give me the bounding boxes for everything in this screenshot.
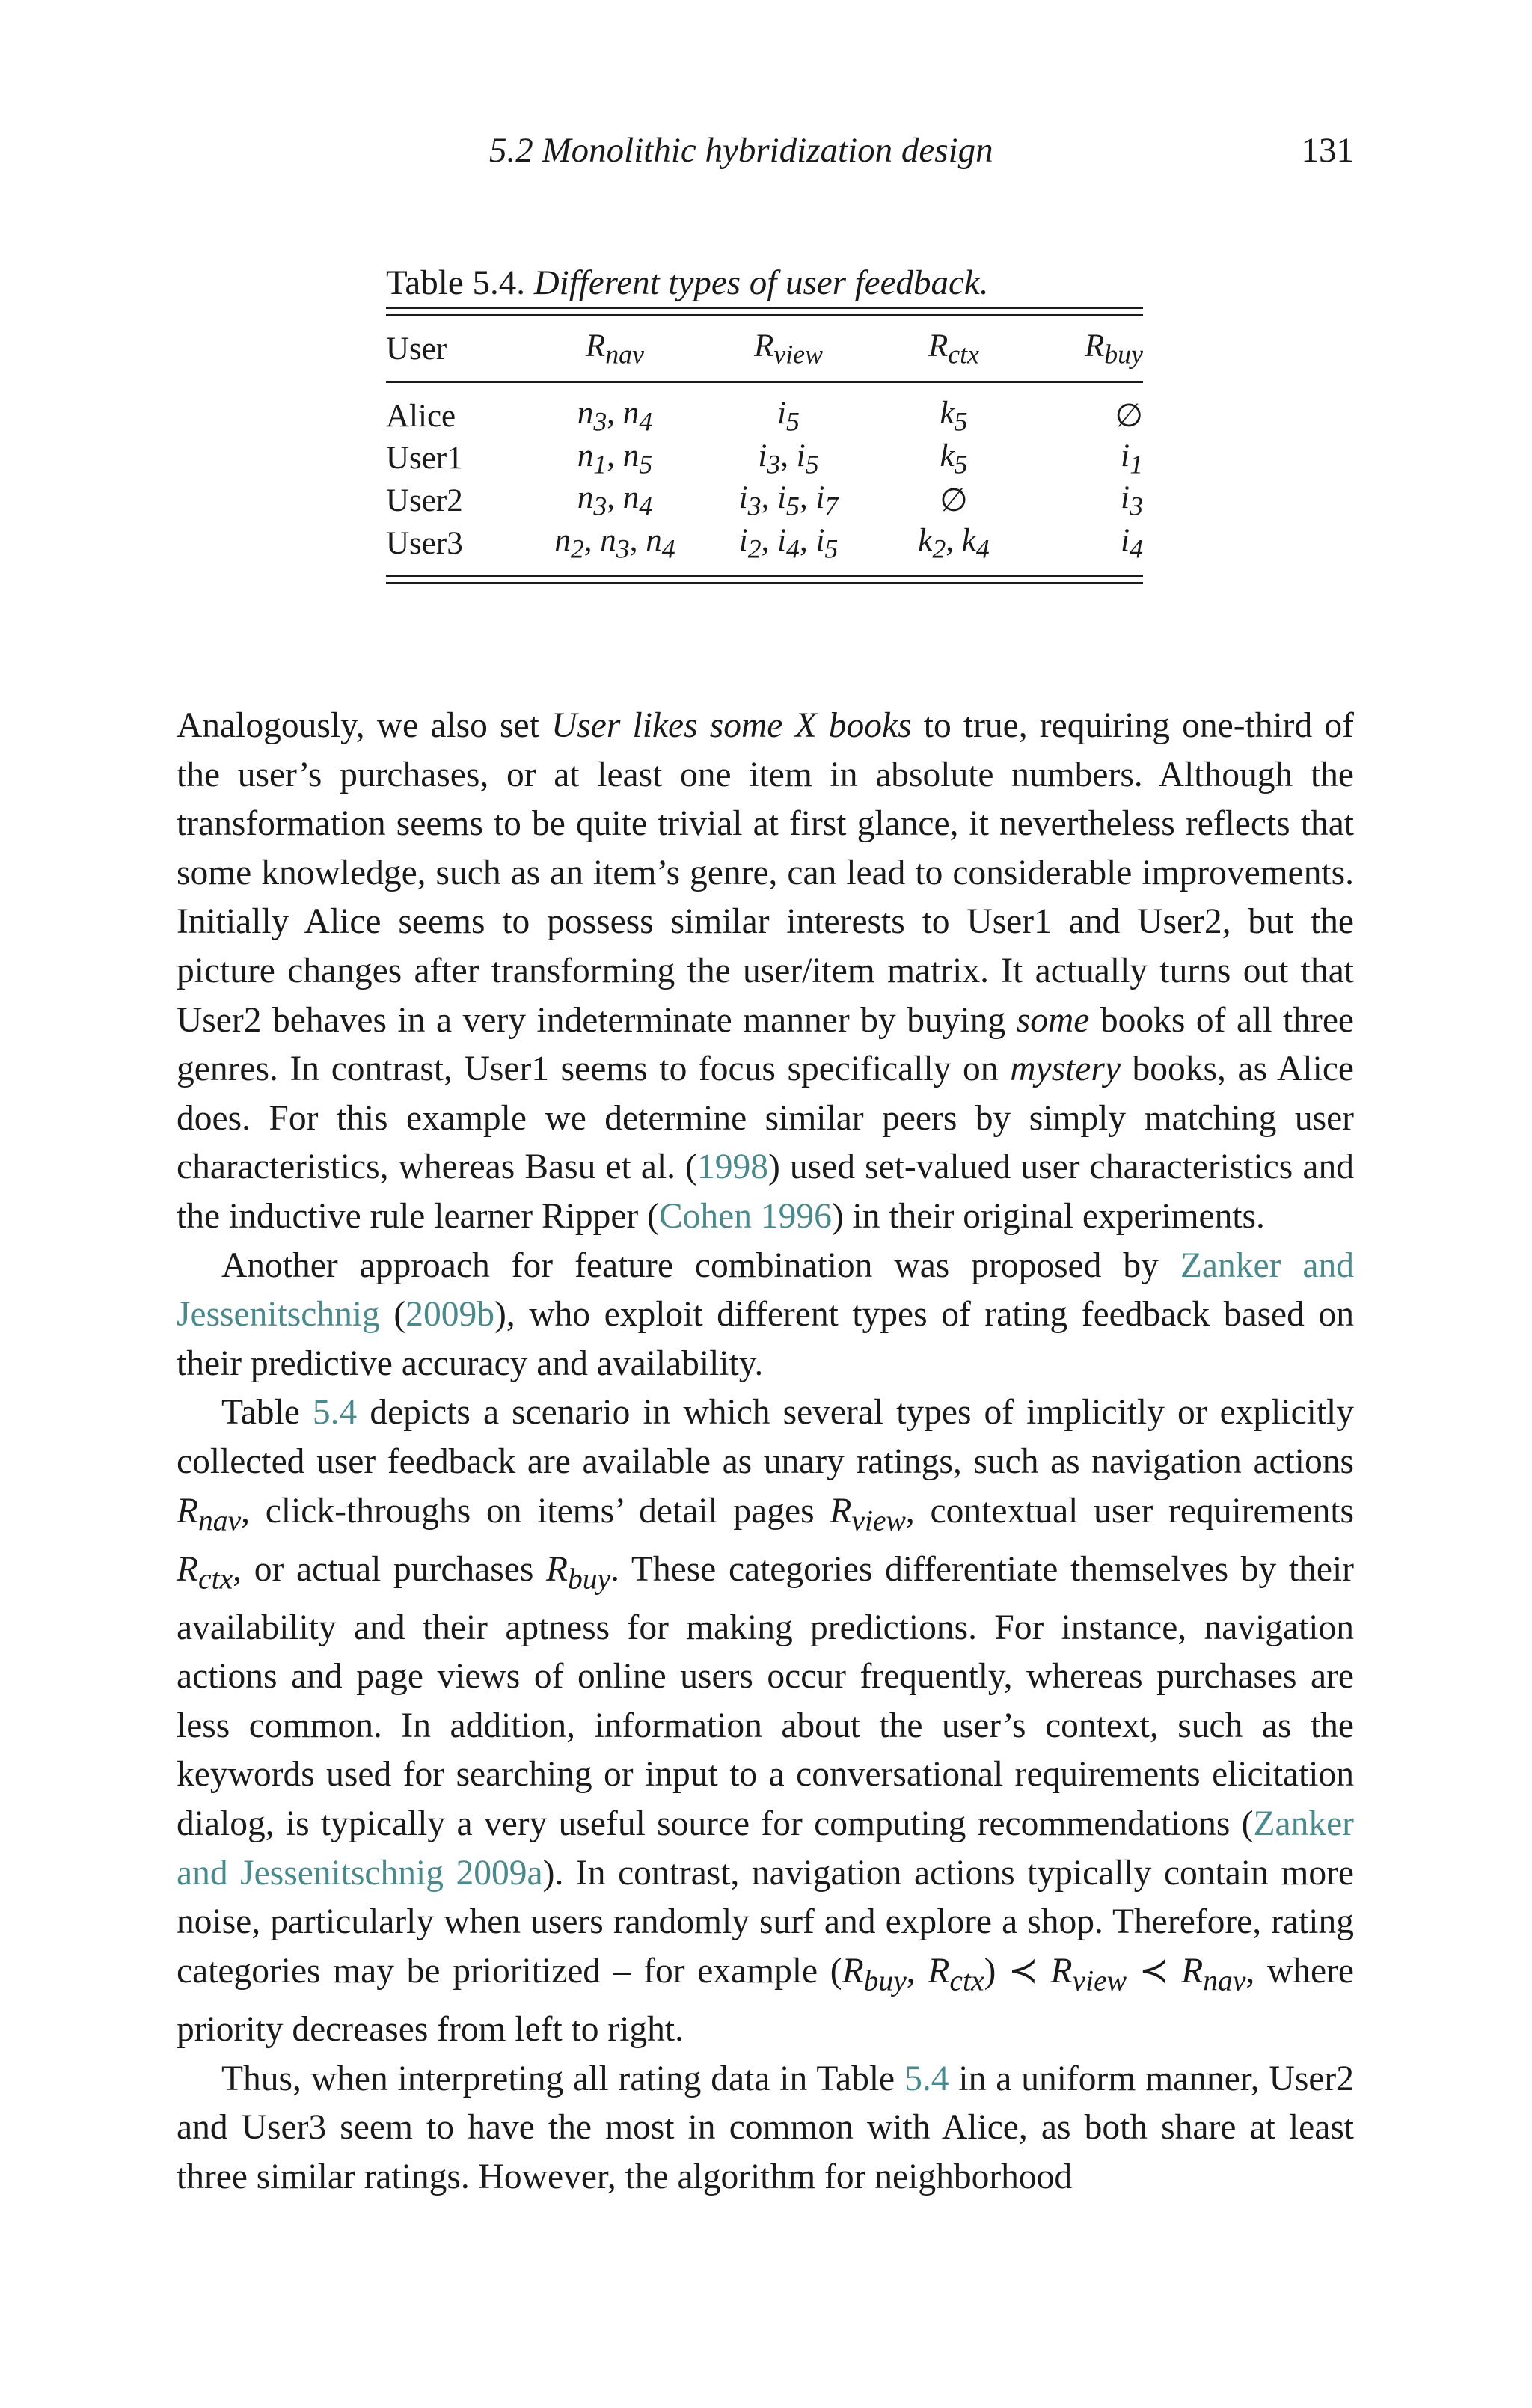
header-r-ctx: $R_{ctx}$ [928, 328, 980, 370]
citation-link[interactable]: 2009b [405, 1295, 494, 1335]
table-5-4 [386, 259, 1143, 584]
running-head-title: 5.2 Monolithic hybridization design [489, 131, 993, 170]
cell-r-nav: $n_3$, $n_4$ [577, 480, 653, 521]
header-r-view: $R_{view}$ [754, 328, 823, 370]
cell-r-nav: $n_1$, $n_5$ [577, 438, 653, 480]
table-body [386, 383, 1143, 575]
cell-r-view: $i_5$ [777, 396, 800, 437]
paragraph-2: Another approach for feature combination was proposed by Zanker and Jessenitschnig (2009b), who exploit different types of rating feedback based on their predictive accuracy and availability. [177, 1246, 1354, 1383]
cell-r-ctx: $k_5$ [940, 396, 968, 437]
cell-r-buy: $i_4$ [1121, 522, 1143, 564]
cell-user: User1 [386, 441, 463, 477]
header-user: User [386, 331, 447, 367]
table-reference-link[interactable]: 5.4 [312, 1393, 358, 1433]
table-reference-link[interactable]: 5.4 [904, 2059, 949, 2098]
cell-r-buy: $i_3$ [1121, 480, 1143, 521]
math-r-ctx: $R_{ctx}$ [928, 1951, 984, 1997]
paragraph-4: Thus, when interpreting all rating data in Table 5.4 in a uniform manner, User2 and User3 seem to have the most in common with Alice, as both share at least three similar ratings. However, the algorithm for neighborhood [177, 2059, 1355, 2196]
cell-user: Alice [386, 398, 456, 434]
emphasis: User likes some X books [551, 706, 912, 745]
math-r-buy: $R_{buy}$ [842, 1951, 907, 1997]
cell-r-ctx: $k_5$ [940, 438, 968, 480]
cell-r-view: $i_3$, $i_5$ [758, 438, 819, 480]
table-caption [386, 259, 1143, 307]
math-r-buy: $R_{buy}$ [545, 1549, 611, 1596]
body-text [177, 702, 1354, 2202]
table-bottom-rule [386, 575, 1143, 584]
paragraph-3: Table 5.4 depicts a scenario in which several types of implicitly or explicitly collected user feedback are available as unary ratings, such as navigation actions $R_{nav}$, click-throughs on items’ detail pages $R_{view}$, contextual user requirements $R_{ctx}$, or actual purchases $R_{buy}$. These categories differentiate themselves by their availability and their aptness for making predictions. For instance, navigation actions and page views of online users occur frequently, whereas purchases are less common. In addition, information about the user’s context, such as the keywords used for searching or input to a conversational requirements elicitation dialog, is typically a very useful source for computing recommendations (Zanker and Jessenitschnig 2009a). In contrast, navigation actions typically contain more noise, particularly when users randomly surf and explore a shop. Therefore, rating categories may be prioritized – for example ($R_{buy}$, $R_{ctx}$) ≺ $R_{view}$ ≺ $R_{nav}$, where priority decreases from left to right. [177, 1393, 1355, 2049]
feedback-table [386, 316, 1143, 575]
header-r-nav: $R_{nav}$ [585, 328, 644, 370]
math-r-nav: $R_{nav}$ [1181, 1951, 1246, 1997]
cell-user: User3 [386, 525, 463, 561]
table-label: Table 5.4. [386, 263, 525, 302]
math-r-view: $R_{view}$ [1050, 1951, 1127, 1997]
emphasis: mystery [1010, 1050, 1121, 1089]
cell-r-nav: $n_3$, $n_4$ [577, 396, 653, 437]
math-r-view: $R_{view}$ [830, 1491, 906, 1537]
header-r-buy: $R_{buy}$ [1084, 328, 1143, 370]
math-r-ctx: $R_{ctx}$ [177, 1549, 233, 1596]
cell-r-ctx: $k_2$, $k_4$ [918, 522, 990, 564]
cell-r-ctx: ∅ [940, 483, 968, 519]
cell-r-nav: $n_2$, $n_3$, $n_4$ [554, 522, 675, 564]
cell-user: User2 [386, 482, 463, 518]
citation-link[interactable]: Cohen 1996 [658, 1196, 832, 1236]
table-top-rule [386, 307, 1143, 316]
table-row [386, 480, 1143, 522]
citation-link[interactable]: Zanker and Jessenitschnig 2009a [177, 1804, 1354, 1893]
math-r-nav: $R_{nav}$ [177, 1491, 242, 1537]
cell-r-buy: $i_1$ [1121, 438, 1143, 480]
cell-r-view: $i_3$, $i_5$, $i_7$ [738, 480, 839, 521]
table-row [386, 383, 1143, 438]
table-row [386, 438, 1143, 480]
cell-r-view: $i_2$, $i_4$, $i_5$ [738, 522, 839, 564]
table-caption-text: Different types of user feedback. [533, 263, 989, 302]
table-header-row [386, 316, 1143, 381]
cell-r-buy: ∅ [1115, 399, 1143, 435]
paragraph-1: Analogously, we also set User likes some X books to true, requiring one-third of the user’s purchases, or at least one item in absolute numbers. Although the transformation seems to be quite trivial at first glance, it nevertheless reflects that some knowledge, such as an item’s genre, can lead to considerable improvements. Initially Alice seems to possess similar interests to User1 and User2, but the picture changes after transforming the user/item matrix. It actually turns out that User2 behaves in a very indeterminate manner by buying some books of all three genres. In contrast, User1 seems to focus specifically on mystery books, as Alice does. For this example we determine similar peers by simply matching user characteristics, whereas Basu et al. (1998) used set-valued user characteristics and the inductive rule learner Ripper (Cohen 1996) in their original experiments. [177, 706, 1354, 1236]
table-row [386, 522, 1143, 575]
running-head [177, 126, 1354, 175]
page-number: 131 [1301, 131, 1354, 170]
citation-link[interactable]: 1998 [696, 1148, 768, 1187]
citation-link[interactable]: Zanker and Jessenitschnig [177, 1246, 1354, 1335]
emphasis: some [1016, 1000, 1090, 1040]
